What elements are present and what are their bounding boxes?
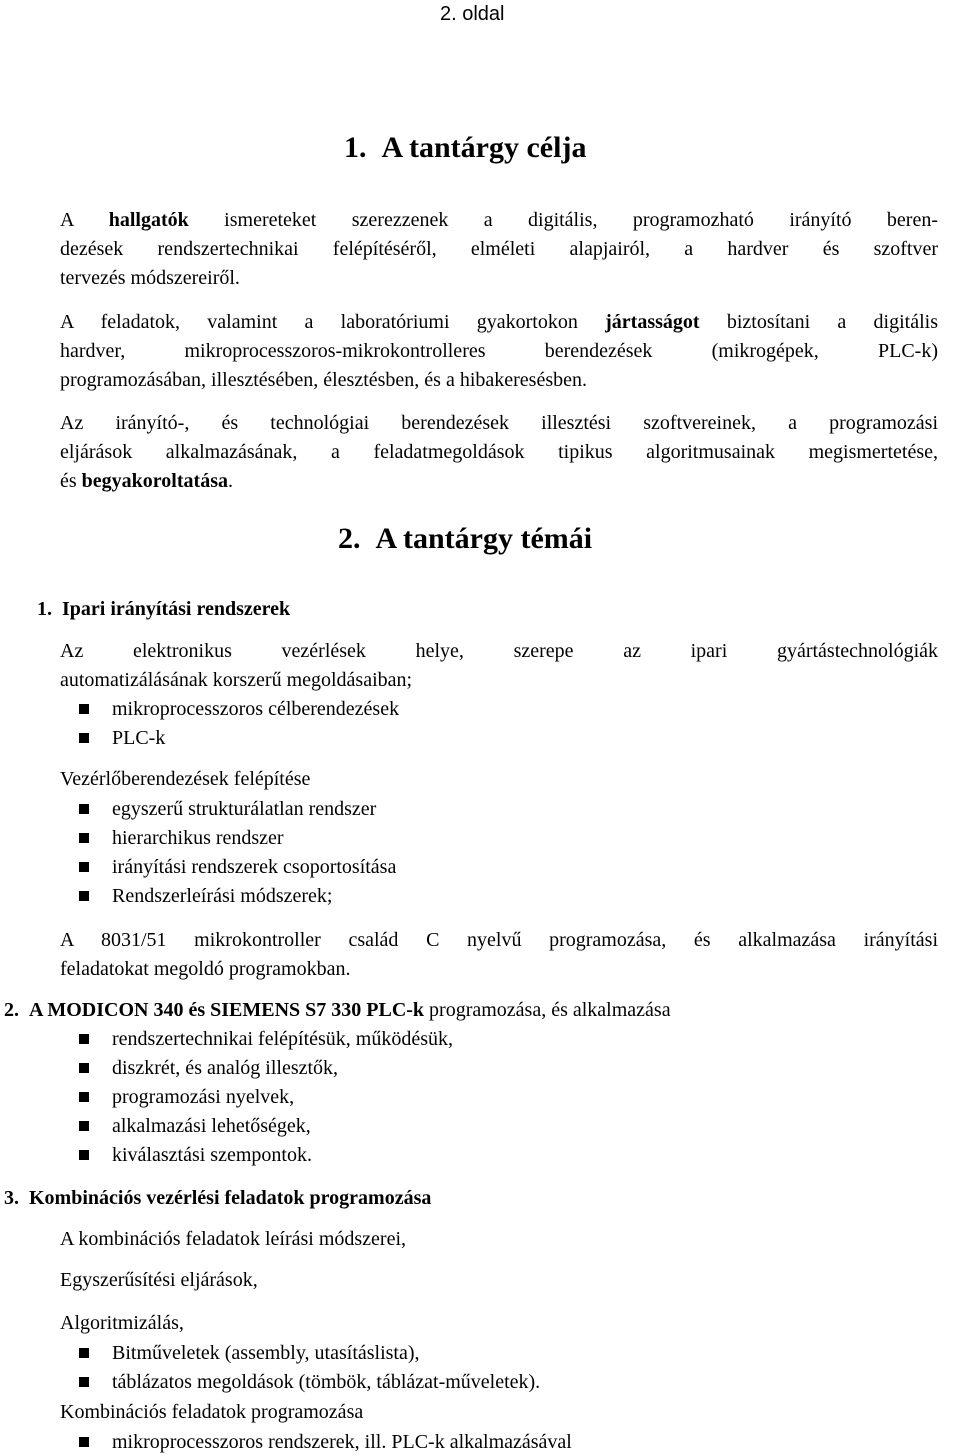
topic-1-heading: 1. Ipari irányítási rendszerek bbox=[37, 598, 291, 620]
section-number: 2. bbox=[338, 522, 361, 555]
bullet-square-icon bbox=[79, 833, 89, 843]
bullet-item: egyszerű strukturálatlan rendszer bbox=[112, 798, 377, 820]
topic-3-line-4: Kombinációs feladatok programozása bbox=[60, 1401, 364, 1423]
topic-3-line-2: Egyszerűsítési eljárások, bbox=[60, 1269, 258, 1291]
bullet-square-icon bbox=[79, 1437, 89, 1447]
bold-term-practice: begyakoroltatása bbox=[81, 470, 228, 492]
goal-paragraph-3-line-2: eljárások alkalmazásának, a feladatmegoldások tipikus algoritmusainak megismertetése, bbox=[60, 441, 938, 463]
bullet-square-icon bbox=[79, 862, 89, 872]
bullet-item: táblázatos megoldások (tömbök, táblázat-műveletek). bbox=[112, 1371, 541, 1393]
topic-1-intro-line-2: automatizálásának korszerű megoldásaiban; bbox=[60, 669, 413, 691]
goal-paragraph-3-line-1: Az irányító-, és technológiai berendezések illesztési szoftvereinek, a programozási bbox=[60, 412, 938, 434]
bold-term-students: hallgatók bbox=[108, 209, 189, 231]
topic-2-title-bold: A MODICON 340 és SIEMENS S7 330 PLC-k bbox=[29, 999, 425, 1021]
section-number: 1. bbox=[344, 131, 367, 164]
section-title-topics bbox=[338, 521, 592, 557]
bullet-item: hierarchikus rendszer bbox=[112, 827, 284, 849]
goal-paragraph-1-line-1: A hallgatók ismereteket szerezzenek a digitális, programozható irányító beren- bbox=[60, 209, 938, 231]
bullet-square-icon bbox=[79, 1348, 89, 1358]
topic-1-para-line-1: A 8031/51 mikrokontroller család C nyelvű programozása, és alkalmazása irányítási bbox=[60, 929, 938, 951]
topic-3-title: Kombinációs vezérlési feladatok programozása bbox=[29, 1187, 432, 1209]
bullet-item: alkalmazási lehetőségek, bbox=[112, 1115, 311, 1137]
bullet-square-icon bbox=[79, 1034, 89, 1044]
page-number: 2. oldal bbox=[440, 3, 505, 25]
bullet-item: rendszertechnikai felépítésük, működésük, bbox=[112, 1028, 453, 1050]
bullet-square-icon bbox=[79, 1150, 89, 1160]
section-title-goal bbox=[344, 130, 586, 166]
topic-2-heading bbox=[4, 998, 671, 1022]
topic-2-title-rest: programozása, és alkalmazása bbox=[424, 999, 671, 1021]
bullet-item: irányítási rendszerek csoportosítása bbox=[112, 856, 397, 878]
bullet-item: kiválasztási szempontok. bbox=[112, 1144, 312, 1166]
bullet-item: PLC-k bbox=[112, 727, 166, 749]
goal-paragraph-2-line-2: hardver, mikroprocesszoros-mikrokontrolleres berendezések (mikrogépek, PLC-k) bbox=[60, 340, 938, 362]
topic-1-subheading: Vezérlőberendezések felépítése bbox=[60, 768, 311, 790]
goal-paragraph-2-line-1: A feladatok, valamint a laboratóriumi gyakortokon jártasságot biztosítani a digitális bbox=[60, 311, 939, 333]
bullet-square-icon bbox=[79, 804, 89, 814]
bullet-item: mikroprocesszoros célberendezések bbox=[112, 698, 400, 720]
bullet-item: programozási nyelvek, bbox=[112, 1086, 295, 1108]
bullet-square-icon bbox=[79, 891, 89, 901]
topic-number: 2. bbox=[4, 999, 19, 1021]
topic-1-para-line-2: feladatokat megoldó programokban. bbox=[60, 958, 351, 980]
topic-number: 3. bbox=[4, 1187, 19, 1209]
bullet-item: Rendszerleírási módszerek; bbox=[112, 885, 333, 907]
goal-paragraph-1-line-3: tervezés módszereiről. bbox=[60, 267, 240, 289]
section-title-text: A tantárgy célja bbox=[381, 131, 587, 164]
topic-1-intro-line-1: Az elektronikus vezérlések helye, szerepe az ipari gyártástechnológiák bbox=[60, 640, 938, 662]
topic-3-line-3: Algoritmizálás, bbox=[60, 1312, 184, 1334]
bullet-square-icon bbox=[79, 704, 89, 714]
bullet-item: diszkrét, és analóg illesztők, bbox=[112, 1057, 339, 1079]
section-title-text: A tantárgy témái bbox=[375, 522, 593, 555]
bullet-item: Bitműveletek (assembly, utasításlista), bbox=[112, 1342, 420, 1364]
topic-3-line-1: A kombinációs feladatok leírási módszerei, bbox=[60, 1228, 407, 1250]
bullet-square-icon bbox=[79, 733, 89, 743]
bullet-square-icon bbox=[79, 1063, 89, 1073]
goal-paragraph-1-line-2: dezések rendszertechnikai felépítéséről, elméleti alapjairól, a hardver és szoftver bbox=[60, 238, 938, 260]
bullet-square-icon bbox=[79, 1092, 89, 1102]
goal-paragraph-2-line-3: programozásában, illesztésében, élesztésben, és a hibakeresésben. bbox=[60, 369, 587, 391]
topic-3-heading bbox=[4, 1186, 431, 1210]
bullet-item: mikroprocesszoros rendszerek, ill. PLC-k alkalmazásával bbox=[112, 1431, 572, 1453]
bold-term-skills: jártasságot bbox=[605, 311, 700, 333]
goal-paragraph-3-line-3: és begyakoroltatása. bbox=[60, 470, 233, 492]
bullet-square-icon bbox=[79, 1377, 89, 1387]
bullet-square-icon bbox=[79, 1121, 89, 1131]
